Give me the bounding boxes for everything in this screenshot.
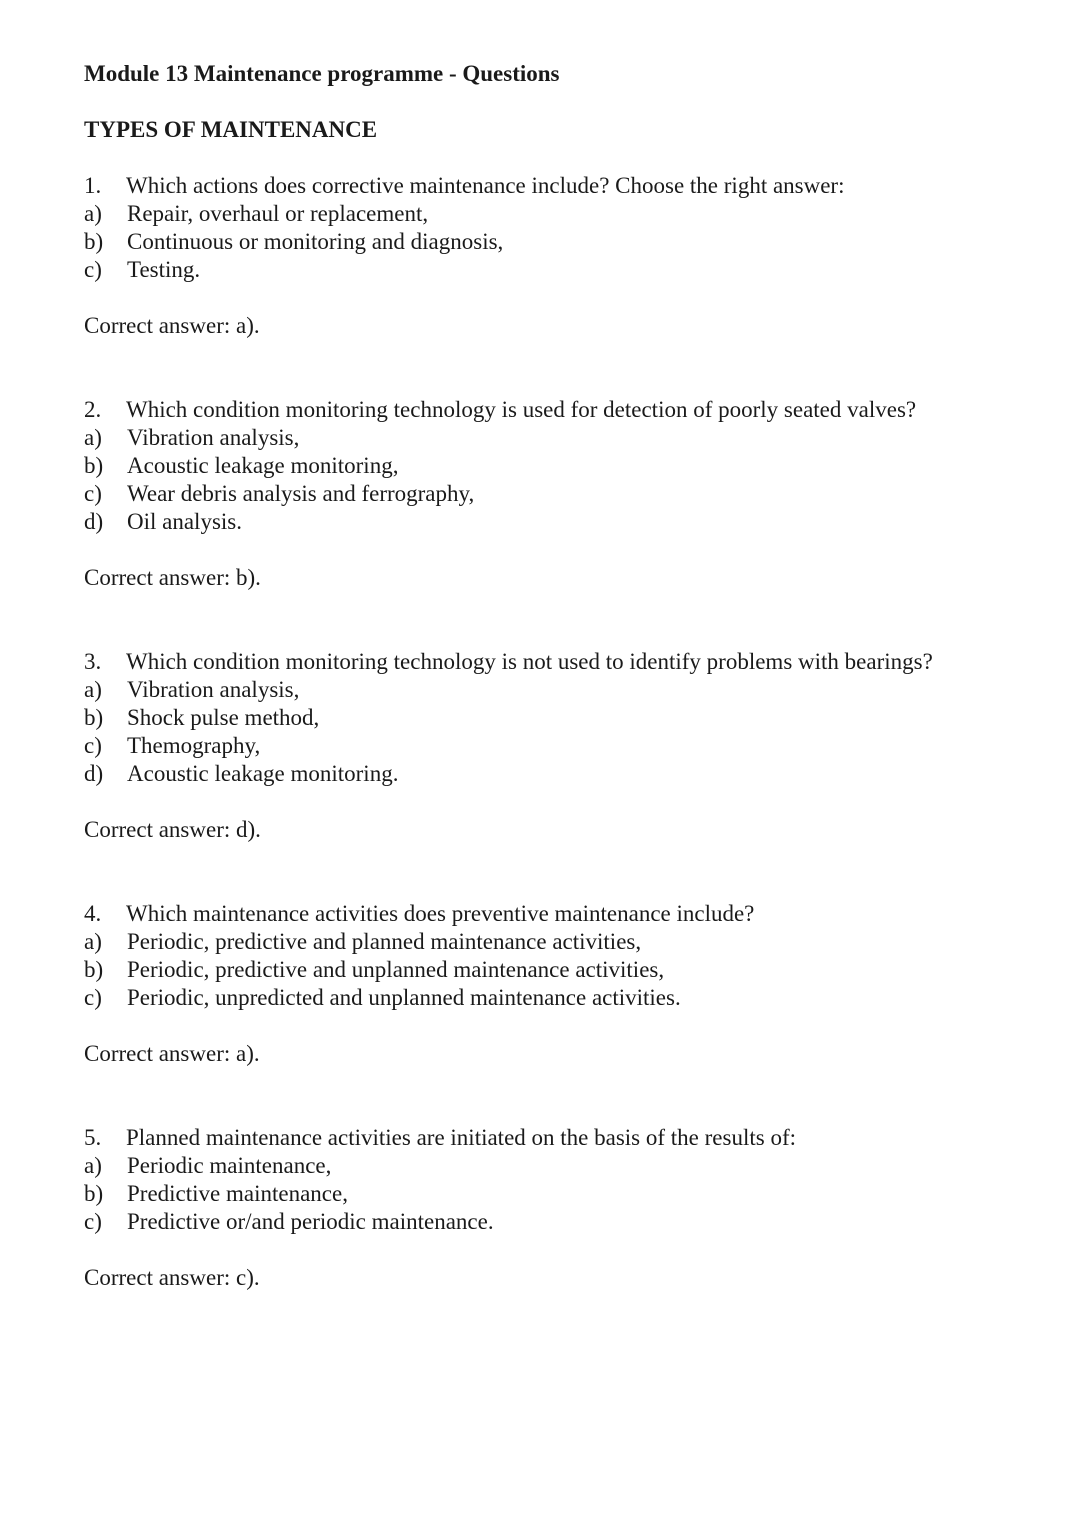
option-text: Periodic maintenance, [127, 1153, 332, 1178]
option-letter: d) [84, 509, 104, 534]
answer-options [84, 1152, 1004, 1236]
question-number: 3. [84, 649, 102, 674]
question-number: 2. [84, 397, 102, 422]
option-text: Predictive or/and periodic maintenance. [127, 1209, 494, 1234]
answer-options [84, 676, 1004, 788]
question-3 [84, 648, 1004, 844]
option-item [84, 424, 1004, 452]
option-letter: b) [84, 453, 104, 478]
option-letter: c) [84, 257, 102, 282]
option-text: Vibration analysis, [127, 677, 300, 702]
question-line [84, 1124, 1004, 1152]
option-text: Acoustic leakage monitoring, [127, 453, 399, 478]
question-line [84, 648, 1004, 676]
option-letter: c) [84, 1209, 102, 1234]
correct-answer: Correct answer: b). [84, 565, 261, 590]
document-title: Module 13 Maintenance programme - Questions [84, 61, 560, 86]
question-number: 4. [84, 901, 102, 926]
option-text: Periodic, predictive and planned maintenance activities, [127, 929, 642, 954]
section-heading: TYPES OF MAINTENANCE [84, 117, 378, 142]
option-item [84, 200, 1004, 228]
option-letter: b) [84, 229, 104, 254]
option-item [84, 256, 1004, 284]
correct-answer: Correct answer: c). [84, 1265, 260, 1290]
option-item [84, 984, 1004, 1012]
option-letter: c) [84, 985, 102, 1010]
option-text: Themography, [127, 733, 261, 758]
option-item [84, 956, 1004, 984]
option-item [84, 228, 1004, 256]
option-text: Wear debris analysis and ferrography, [127, 481, 475, 506]
option-item [84, 732, 1004, 760]
option-letter: d) [84, 761, 104, 786]
question-line [84, 172, 1004, 200]
option-letter: b) [84, 957, 104, 982]
option-letter: a) [84, 929, 102, 954]
question-number: 1. [84, 173, 102, 198]
option-text: Shock pulse method, [127, 705, 320, 730]
option-letter: b) [84, 705, 104, 730]
option-letter: c) [84, 733, 102, 758]
option-text: Predictive maintenance, [127, 1181, 348, 1206]
option-text: Vibration analysis, [127, 425, 300, 450]
option-text: Continuous or monitoring and diagnosis, [127, 229, 504, 254]
option-item [84, 704, 1004, 732]
option-text: Testing. [127, 257, 201, 282]
question-text: Planned maintenance activities are initiated on the basis of the results of: [126, 1125, 796, 1150]
option-item [84, 508, 1004, 536]
option-item [84, 928, 1004, 956]
answer-options [84, 928, 1004, 1012]
option-text: Periodic, predictive and unplanned maintenance activities, [127, 957, 665, 982]
option-item [84, 452, 1004, 480]
option-text: Oil analysis. [127, 509, 242, 534]
question-text: Which condition monitoring technology is used for detection of poorly seated valves? [126, 397, 917, 422]
option-item [84, 1152, 1004, 1180]
option-text: Repair, overhaul or replacement, [127, 201, 429, 226]
option-letter: a) [84, 201, 102, 226]
question-line [84, 396, 1004, 424]
question-4 [84, 900, 1004, 1068]
correct-answer: Correct answer: a). [84, 1041, 260, 1066]
option-item [84, 676, 1004, 704]
document-content [84, 60, 1004, 1292]
option-item [84, 480, 1004, 508]
option-item [84, 1208, 1004, 1236]
question-2 [84, 396, 1004, 592]
question-5 [84, 1124, 1004, 1292]
option-text: Periodic, unpredicted and unplanned maintenance activities. [127, 985, 681, 1010]
option-item [84, 1180, 1004, 1208]
option-letter: a) [84, 677, 102, 702]
question-text: Which actions does corrective maintenance include? Choose the right answer: [126, 173, 845, 198]
question-1 [84, 172, 1004, 340]
option-letter: b) [84, 1181, 104, 1206]
question-number: 5. [84, 1125, 102, 1150]
option-letter: a) [84, 425, 102, 450]
option-letter: a) [84, 1153, 102, 1178]
question-line [84, 900, 1004, 928]
option-text: Acoustic leakage monitoring. [127, 761, 399, 786]
answer-options [84, 424, 1004, 536]
question-text: Which maintenance activities does preventive maintenance include? [126, 901, 755, 926]
option-item [84, 760, 1004, 788]
correct-answer: Correct answer: a). [84, 313, 260, 338]
answer-options [84, 200, 1004, 284]
question-text: Which condition monitoring technology is not used to identify problems with bearings? [126, 649, 933, 674]
option-letter: c) [84, 481, 102, 506]
correct-answer: Correct answer: d). [84, 817, 261, 842]
